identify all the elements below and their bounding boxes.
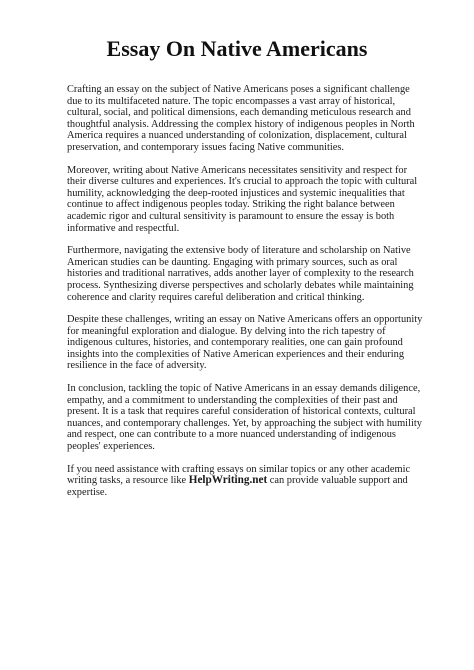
page-title: Essay On Native Americans bbox=[106, 36, 368, 61]
paragraph-3: Furthermore, navigating the extensive body of literature and scholarship on Native American studies can be daunting. Engaging with primary sources, such as oral histories and traditional narratives, adds another layer of complexity to the research process. Synthesizing diverse perspectives and scholarly debates while maintaining coherence and clarity requires careful deliberation and critical thinking. bbox=[67, 245, 414, 303]
closing-paragraph bbox=[67, 464, 423, 499]
paragraph-2: Moreover, writing about Native Americans necessitates sensitivity and respect for their diverse cultures and experiences. It's crucial to approach the topic with cultural humility, acknowledging the deep-rooted injustices and systemic inequalities that continue to affect indigenous peoples today. Striking the right balance between academic rigor and cultural sensitivity is paramount to ensure the essay is both informative and respectful. bbox=[67, 164, 418, 234]
essay-body bbox=[67, 84, 423, 509]
paragraph-1: Crafting an essay on the subject of Native Americans poses a significant challenge due to its multifaceted nature. The topic encompasses a vast array of historical, cultural, social, and political dimensions, each demanding meticulous research and thoughtful analysis. Addressing the complex history of indigenous peoples in North America requires a nuanced understanding of colonization, displacement, cultural preservation, and contemporary issues facing Native communities. bbox=[67, 84, 415, 153]
paragraph-5: In conclusion, tackling the topic of Native Americans in an essay demands diligence, empathy, and a commitment to understanding the complexities of their past and present. It is a task that requires careful consideration of historical contexts, cultural nuances, and contemporary challenges. Yet, by approaching the subject with humility and respect, one can contribute to a more nuanced understanding of indigenous peoples' experiences. bbox=[67, 383, 422, 453]
closing-text-after: can provide valuable support and expertise. bbox=[67, 475, 408, 498]
paragraph-4: Despite these challenges, writing an essay on Native Americans offers an opportunity for meaningful exploration and dialogue. By delving into the rich tapestry of indigenous cultures, histories, and contemporary realities, one can gain profound insights into the complexities of Native American experiences and their enduring resilience in the face of adversity. bbox=[67, 314, 423, 372]
helpwriting-link[interactable]: HelpWriting.net bbox=[188, 474, 268, 487]
closing-text-before: If you need assistance with crafting essays on similar topics or any other academic writing tasks, a resource like bbox=[67, 463, 411, 487]
